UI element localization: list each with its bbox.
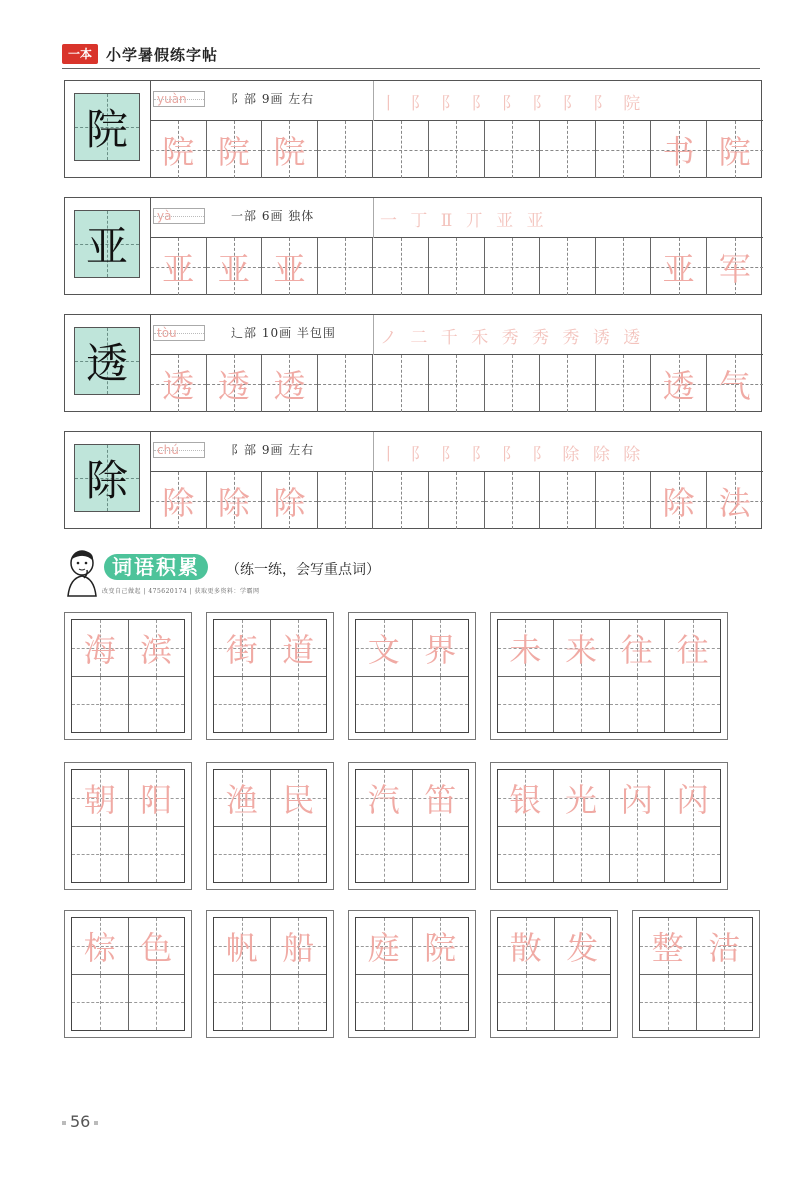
vocab-trace-cell[interactable] bbox=[554, 770, 610, 826]
trace-char bbox=[596, 472, 651, 529]
practice-cell[interactable] bbox=[707, 355, 763, 412]
vocab-trace-char: 渔 bbox=[225, 780, 258, 819]
vocab-trace-char: 海 bbox=[83, 630, 116, 669]
practice-cell[interactable] bbox=[151, 355, 207, 412]
vocab-trace-cell[interactable] bbox=[271, 620, 327, 676]
vocab-trace-char: 朝 bbox=[83, 780, 116, 819]
vocab-trace-char: 光 bbox=[565, 780, 598, 819]
char-info-row bbox=[151, 315, 763, 355]
vocab-trace-cell[interactable] bbox=[214, 620, 271, 676]
stroke-order: ノ 二 千 禾 秀 秀 秀 诱 透 bbox=[380, 328, 645, 348]
vocab-grid bbox=[71, 917, 185, 1031]
vocab-write-cell[interactable] bbox=[554, 677, 610, 733]
vocab-trace-cell[interactable] bbox=[498, 620, 554, 676]
vocab-trace-cell[interactable] bbox=[129, 620, 185, 676]
vocab-grid bbox=[71, 769, 185, 883]
vocab-trace-cell[interactable] bbox=[72, 620, 129, 676]
vocab-trace-cell[interactable] bbox=[554, 620, 610, 676]
vocab-write-cell[interactable] bbox=[413, 827, 469, 883]
practice-cell[interactable] bbox=[207, 238, 263, 295]
trace-char: 院 bbox=[162, 132, 195, 171]
practice-cell[interactable] bbox=[373, 472, 429, 529]
vocab-write-cell[interactable] bbox=[498, 827, 554, 883]
vocab-trace-cell[interactable] bbox=[356, 770, 413, 826]
trace-char bbox=[429, 238, 484, 295]
trace-char: 除 bbox=[662, 483, 695, 522]
practice-cell[interactable] bbox=[262, 472, 318, 529]
practice-cell[interactable] bbox=[318, 355, 374, 412]
trace-char: 院 bbox=[217, 132, 250, 171]
stroke-order: 丨 阝 阝 阝 阝 阝 阝 阝 院 bbox=[380, 94, 645, 114]
practice-cell[interactable] bbox=[485, 121, 541, 178]
vocab-trace-cell[interactable] bbox=[214, 770, 271, 826]
vocab-word-box bbox=[348, 910, 476, 1038]
vocab-write-cell[interactable] bbox=[413, 975, 469, 1031]
book-title: 小学暑假练字帖 bbox=[106, 45, 219, 64]
pinyin: yuàn bbox=[153, 91, 205, 107]
trace-char bbox=[485, 121, 540, 178]
practice-cell[interactable] bbox=[151, 472, 207, 529]
vocab-word-box bbox=[206, 762, 334, 890]
vocab-trace-char: 来 bbox=[565, 630, 598, 669]
vocab-trace-cell[interactable] bbox=[610, 770, 666, 826]
vocab-trace-cell[interactable] bbox=[665, 770, 720, 826]
vocab-write-cell[interactable] bbox=[498, 677, 554, 733]
vocab-trace-char: 帆 bbox=[225, 928, 258, 967]
vocab-heading bbox=[62, 548, 422, 600]
vocab-word-box bbox=[490, 612, 728, 740]
practice-cell[interactable] bbox=[262, 355, 318, 412]
model-char: 透 bbox=[85, 339, 128, 388]
trace-char bbox=[373, 472, 428, 529]
stroke-order: 一 丁 Ⅱ 丌 亚 亚 bbox=[380, 211, 548, 231]
model-char-panel bbox=[65, 198, 151, 294]
radical-stroke-info: 阝部 9画 左右 bbox=[231, 92, 315, 106]
vocab-trace-cell[interactable] bbox=[72, 918, 129, 974]
radical-stroke-info: 辶部 10画 半包围 bbox=[231, 326, 336, 340]
practice-cell[interactable] bbox=[485, 472, 541, 529]
practice-cell[interactable] bbox=[207, 355, 263, 412]
vocab-grid bbox=[355, 769, 469, 883]
vocab-write-cell[interactable] bbox=[129, 827, 185, 883]
model-char: 亚 bbox=[85, 222, 128, 271]
vocab-word-box bbox=[206, 910, 334, 1038]
vocab-write-cell[interactable] bbox=[214, 677, 271, 733]
vocab-caption: 改变自己做起 | 475620174 | 获取更多资料：学霸网 bbox=[102, 588, 260, 595]
trace-char bbox=[485, 238, 540, 295]
vocab-grid bbox=[355, 619, 469, 733]
trace-char: 亚 bbox=[217, 249, 250, 288]
vocab-write-cell[interactable] bbox=[356, 975, 413, 1031]
practice-cell[interactable] bbox=[373, 238, 429, 295]
vocab-trace-cell[interactable] bbox=[271, 918, 327, 974]
vocab-write-cell[interactable] bbox=[271, 975, 327, 1031]
practice-cell[interactable] bbox=[151, 238, 207, 295]
series-badge: 一本 bbox=[62, 44, 98, 64]
vocab-trace-cell[interactable] bbox=[555, 918, 611, 974]
practice-cell[interactable] bbox=[651, 472, 707, 529]
character-block bbox=[64, 431, 762, 529]
practice-cell[interactable] bbox=[373, 355, 429, 412]
vocab-write-cell[interactable] bbox=[640, 975, 697, 1031]
vocab-trace-cell[interactable] bbox=[356, 918, 413, 974]
model-char-box bbox=[74, 444, 140, 512]
practice-cell[interactable] bbox=[485, 355, 541, 412]
vocab-grid bbox=[497, 619, 721, 733]
vocab-trace-cell[interactable] bbox=[640, 918, 697, 974]
trace-char bbox=[373, 355, 428, 412]
practice-cell[interactable] bbox=[262, 121, 318, 178]
vocab-trace-char: 船 bbox=[282, 928, 315, 967]
trace-char bbox=[318, 472, 373, 529]
trace-char: 透 bbox=[662, 366, 695, 405]
trace-char: 亚 bbox=[662, 249, 695, 288]
vocab-trace-cell[interactable] bbox=[129, 918, 185, 974]
vocab-write-cell[interactable] bbox=[72, 677, 129, 733]
vocab-word-box bbox=[632, 910, 760, 1038]
trace-char: 亚 bbox=[162, 249, 195, 288]
vocab-write-cell[interactable] bbox=[610, 677, 666, 733]
vocab-grid bbox=[213, 917, 327, 1031]
trace-char: 书 bbox=[662, 132, 695, 171]
vocab-trace-char: 庭 bbox=[367, 928, 400, 967]
stroke-order-area bbox=[373, 432, 763, 472]
practice-cell[interactable] bbox=[151, 121, 207, 178]
vocab-write-cell[interactable] bbox=[665, 677, 720, 733]
vocab-trace-cell[interactable] bbox=[356, 620, 413, 676]
page-number: 56 bbox=[62, 1112, 98, 1131]
trace-char bbox=[540, 472, 595, 529]
vocab-trace-char: 发 bbox=[566, 928, 599, 967]
vocab-grid bbox=[355, 917, 469, 1031]
trace-char bbox=[318, 355, 373, 412]
trace-char: 法 bbox=[718, 483, 751, 522]
trace-char: 除 bbox=[162, 483, 195, 522]
practice-cell[interactable] bbox=[540, 472, 596, 529]
practice-cell[interactable] bbox=[429, 355, 485, 412]
vocab-trace-char: 闪 bbox=[620, 780, 653, 819]
practice-cell[interactable] bbox=[707, 472, 763, 529]
vocab-trace-char: 院 bbox=[424, 928, 457, 967]
model-char-box bbox=[74, 327, 140, 395]
practice-cell[interactable] bbox=[596, 121, 652, 178]
vocab-grid bbox=[639, 917, 753, 1031]
practice-cell[interactable] bbox=[207, 472, 263, 529]
trace-char bbox=[429, 355, 484, 412]
vocab-trace-char: 汽 bbox=[367, 780, 400, 819]
practice-cell[interactable] bbox=[651, 355, 707, 412]
vocab-grid bbox=[213, 769, 327, 883]
pinyin: tòu bbox=[153, 325, 205, 341]
vocab-grid bbox=[213, 619, 327, 733]
practice-cell[interactable] bbox=[596, 472, 652, 529]
vocab-write-cell[interactable] bbox=[554, 827, 610, 883]
vocab-write-cell[interactable] bbox=[356, 827, 413, 883]
vocab-grid bbox=[497, 917, 611, 1031]
vocab-word-box bbox=[490, 762, 728, 890]
trace-char: 气 bbox=[718, 366, 751, 405]
model-char-panel bbox=[65, 81, 151, 177]
practice-cell[interactable] bbox=[540, 238, 596, 295]
vocab-write-cell[interactable] bbox=[610, 827, 666, 883]
vocab-trace-char: 色 bbox=[140, 928, 173, 967]
vocab-trace-char: 街 bbox=[225, 630, 258, 669]
trace-char: 透 bbox=[162, 366, 195, 405]
trace-char bbox=[485, 355, 540, 412]
stroke-order: 丨 阝 阝 阝 阝 阝 除 除 除 bbox=[380, 445, 645, 465]
vocab-word-box bbox=[490, 910, 618, 1038]
vocab-write-cell[interactable] bbox=[271, 827, 327, 883]
trace-char: 亚 bbox=[273, 249, 306, 288]
trace-char bbox=[429, 121, 484, 178]
practice-cell[interactable] bbox=[651, 121, 707, 178]
vocab-word-box bbox=[206, 612, 334, 740]
model-char-box bbox=[74, 210, 140, 278]
vocab-trace-char: 未 bbox=[509, 630, 542, 669]
vocab-write-cell[interactable] bbox=[129, 975, 185, 1031]
practice-cell[interactable] bbox=[429, 121, 485, 178]
vocab-trace-char: 散 bbox=[509, 928, 542, 967]
character-block bbox=[64, 80, 762, 178]
practice-cell[interactable] bbox=[651, 238, 707, 295]
vocab-word-box bbox=[64, 762, 192, 890]
vocab-trace-cell[interactable] bbox=[413, 620, 469, 676]
trace-char: 除 bbox=[217, 483, 250, 522]
trace-char bbox=[373, 238, 428, 295]
practice-cell[interactable] bbox=[540, 355, 596, 412]
thinking-boy-icon bbox=[62, 548, 102, 598]
vocab-trace-char: 往 bbox=[676, 630, 709, 669]
practice-grid bbox=[151, 238, 763, 295]
vocab-trace-cell[interactable] bbox=[413, 770, 469, 826]
vocab-word-box bbox=[348, 762, 476, 890]
practice-cell[interactable] bbox=[485, 238, 541, 295]
practice-cell[interactable] bbox=[318, 121, 374, 178]
vocab-trace-char: 闪 bbox=[676, 780, 709, 819]
vocab-trace-char: 阳 bbox=[140, 780, 173, 819]
vocab-write-cell[interactable] bbox=[72, 975, 129, 1031]
practice-cell[interactable] bbox=[429, 238, 485, 295]
page-header bbox=[62, 42, 218, 66]
practice-cell[interactable] bbox=[540, 121, 596, 178]
vocab-trace-char: 民 bbox=[282, 780, 315, 819]
pinyin: yà bbox=[153, 208, 205, 224]
trace-char: 除 bbox=[273, 483, 306, 522]
stroke-order-area bbox=[373, 315, 763, 355]
vocab-trace-cell[interactable] bbox=[129, 770, 185, 826]
practice-cell[interactable] bbox=[262, 238, 318, 295]
model-char-panel bbox=[65, 432, 151, 528]
trace-char bbox=[485, 472, 540, 529]
practice-cell[interactable] bbox=[596, 238, 652, 295]
model-char-panel bbox=[65, 315, 151, 411]
vocab-trace-cell[interactable] bbox=[413, 918, 469, 974]
vocab-write-cell[interactable] bbox=[413, 677, 469, 733]
vocab-trace-char: 银 bbox=[509, 780, 542, 819]
practice-cell[interactable] bbox=[207, 121, 263, 178]
vocab-write-cell[interactable] bbox=[555, 975, 611, 1031]
trace-char: 军 bbox=[718, 249, 751, 288]
vocab-title: 词语积累 bbox=[104, 554, 208, 580]
vocab-grid bbox=[497, 769, 721, 883]
practice-cell[interactable] bbox=[318, 472, 374, 529]
pinyin: chú bbox=[153, 442, 205, 458]
vocab-trace-cell[interactable] bbox=[498, 918, 555, 974]
vocab-write-cell[interactable] bbox=[498, 975, 555, 1031]
trace-char bbox=[429, 472, 484, 529]
vocab-write-cell[interactable] bbox=[665, 827, 720, 883]
vocab-write-cell[interactable] bbox=[356, 677, 413, 733]
vocab-trace-char: 滨 bbox=[140, 630, 173, 669]
trace-char bbox=[373, 121, 428, 178]
trace-char: 院 bbox=[273, 132, 306, 171]
vocab-write-cell[interactable] bbox=[697, 975, 753, 1031]
vocab-trace-char: 洁 bbox=[708, 928, 741, 967]
radical-stroke-info: 一部 6画 独体 bbox=[231, 209, 315, 223]
practice-cell[interactable] bbox=[318, 238, 374, 295]
stroke-order-area bbox=[373, 198, 763, 238]
vocab-trace-cell[interactable] bbox=[697, 918, 753, 974]
vocab-trace-cell[interactable] bbox=[214, 918, 271, 974]
vocab-word-box bbox=[348, 612, 476, 740]
practice-grid bbox=[151, 472, 763, 529]
model-char-box bbox=[74, 93, 140, 161]
practice-grid bbox=[151, 355, 763, 412]
vocab-write-cell[interactable] bbox=[271, 677, 327, 733]
trace-char: 院 bbox=[718, 132, 751, 171]
practice-grid bbox=[151, 121, 763, 178]
vocab-trace-cell[interactable] bbox=[610, 620, 666, 676]
vocab-trace-char: 笛 bbox=[424, 780, 457, 819]
vocab-trace-char: 往 bbox=[620, 630, 653, 669]
trace-char bbox=[540, 121, 595, 178]
vocab-word-box bbox=[64, 910, 192, 1038]
trace-char bbox=[540, 238, 595, 295]
vocab-trace-char: 棕 bbox=[83, 928, 116, 967]
vocab-grid bbox=[71, 619, 185, 733]
vocab-trace-char: 整 bbox=[651, 928, 684, 967]
character-block bbox=[64, 314, 762, 412]
vocab-trace-cell[interactable] bbox=[72, 770, 129, 826]
practice-cell[interactable] bbox=[596, 355, 652, 412]
radical-stroke-info: 阝部 9画 左右 bbox=[231, 443, 315, 457]
trace-char: 透 bbox=[273, 366, 306, 405]
trace-char bbox=[540, 355, 595, 412]
vocab-subtitle: （练一练，会写重点词） bbox=[226, 562, 380, 578]
char-info-row bbox=[151, 198, 763, 238]
vocab-write-cell[interactable] bbox=[129, 677, 185, 733]
vocab-write-cell[interactable] bbox=[214, 975, 271, 1031]
vocab-trace-cell[interactable] bbox=[271, 770, 327, 826]
char-info-row bbox=[151, 81, 763, 121]
vocab-trace-char: 道 bbox=[282, 630, 315, 669]
trace-char bbox=[318, 238, 373, 295]
vocab-write-cell[interactable] bbox=[214, 827, 271, 883]
practice-cell[interactable] bbox=[707, 238, 763, 295]
trace-char bbox=[596, 238, 651, 295]
trace-char bbox=[596, 121, 651, 178]
header-divider bbox=[62, 68, 760, 69]
vocab-trace-cell[interactable] bbox=[498, 770, 554, 826]
vocab-trace-cell[interactable] bbox=[665, 620, 720, 676]
character-block bbox=[64, 197, 762, 295]
vocab-write-cell[interactable] bbox=[72, 827, 129, 883]
trace-char bbox=[596, 355, 651, 412]
practice-cell[interactable] bbox=[707, 121, 763, 178]
stroke-order-area bbox=[373, 81, 763, 121]
vocab-trace-char: 界 bbox=[424, 630, 457, 669]
practice-cell[interactable] bbox=[429, 472, 485, 529]
trace-char bbox=[318, 121, 373, 178]
model-char: 除 bbox=[85, 456, 128, 505]
practice-cell[interactable] bbox=[373, 121, 429, 178]
char-info-row bbox=[151, 432, 763, 472]
model-char: 院 bbox=[85, 105, 128, 154]
vocab-word-box bbox=[64, 612, 192, 740]
vocab-trace-char: 文 bbox=[367, 630, 400, 669]
trace-char: 透 bbox=[217, 366, 250, 405]
